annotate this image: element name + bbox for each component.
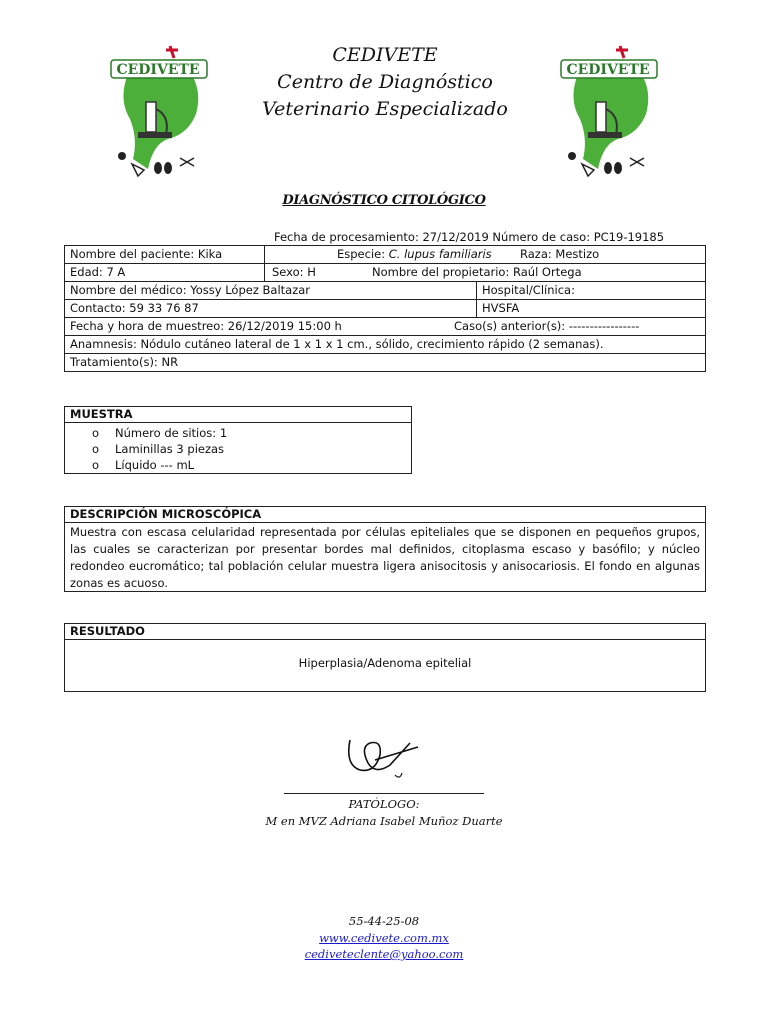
divider [476,300,477,317]
header-line-3: Veterinario Especializado [262,98,508,120]
divider [264,264,265,281]
description-section [64,506,706,592]
treatment: Tratamiento(s): NR [70,355,179,369]
muestra-section [64,406,412,474]
divider [476,282,477,299]
patient-name: Nombre del paciente: Kika [70,247,223,261]
contact: Contacto: 59 33 76 87 [70,301,199,315]
owner: Nombre del propietario: Raúl Ortega [372,265,582,279]
muestra-item-slides: Laminillas 3 piezas [115,442,225,456]
table-row [65,264,705,282]
muestra-item-liquid: Líquido --- mL [115,458,195,472]
doctor: Nombre del médico: Yossy López Baltazar [70,283,311,297]
table-row [65,282,705,300]
cedivete-logo-left [108,44,208,184]
hospital-value: HVSFA [482,301,520,315]
bullet: o [92,458,100,472]
footer-website-wrap [0,931,768,945]
signature-role: PATÓLOGO: [348,797,420,811]
table-row [65,300,705,318]
table-row [65,354,705,371]
email-link[interactable]: cediveteclente@yahoo.com [304,947,464,961]
table-row [65,318,705,336]
patient-info-table [64,245,706,372]
result-section [64,623,706,692]
list-item [65,425,411,441]
species-value: C. lupus familiaris [388,247,492,261]
table-row [65,246,705,264]
signature-line [284,793,484,794]
website-link[interactable]: www.cedivete.com.mx [319,931,449,945]
result-text: Hiperplasia/Adenoma epitelial [298,656,472,670]
divider [264,246,265,263]
description-heading: DESCRIPCIÓN MICROSCÓPICA [65,507,705,523]
svg-text:CEDIVETE: CEDIVETE [566,62,650,78]
header-title [230,42,540,123]
hospital-label: Hospital/Clínica: [482,283,575,297]
footer-phone: 55-44-25-08 [348,914,420,928]
muestra-heading: MUESTRA [65,407,411,423]
signature-name: M en MVZ Adriana Isabel Muñoz Duarte [265,814,503,828]
document-title: DIAGNÓSTICO CITOLÓGICO [282,193,486,208]
sample-date: Fecha y hora de muestreo: 26/12/2019 15:00 h [70,319,342,333]
sex: Sexo: H [272,265,316,279]
signature-image [340,725,425,785]
table-row [65,336,705,354]
list-item [65,441,411,457]
previous-cases: Caso(s) anterior(s): ----------------- [454,319,640,333]
svg-text:CEDIVETE: CEDIVETE [116,62,200,78]
bullet: o [92,426,100,440]
bullet: o [92,442,100,456]
header-line-2: Centro de Diagnóstico [277,71,493,93]
muestra-list [65,423,411,473]
breed: Raza: Mestizo [520,247,600,261]
muestra-item-sites: Número de sitios: 1 [115,426,228,440]
species-label: Especie: [337,247,386,261]
list-item [65,457,411,473]
cedivete-logo-right [558,44,658,184]
age: Edad: 7 A [70,265,126,279]
footer-email-wrap [0,947,768,961]
anamnesis: Anamnesis: Nódulo cutáneo lateral de 1 x 1 x 1 cm., sólido, crecimiento rápido (2 semanas). [70,337,604,351]
header-line-1: CEDIVETE [332,44,438,66]
result-heading: RESULTADO [65,624,705,640]
species [337,246,492,263]
processing-line: Fecha de procesamiento: 27/12/2019 Número de caso: PC19-19185 [274,230,665,244]
description-text: Muestra con escasa celularidad representada por células epiteliales que se disponen en pequeños grupos, las cuales se caracterizan por presentar bordes mal definidos, citoplasma escaso y basófilo; y núcleo redondeo eucromático; tal población celular muestra ligera anisocitosis y anisocariosis. El fondo en algunas zonas es acuoso. [70,525,700,590]
